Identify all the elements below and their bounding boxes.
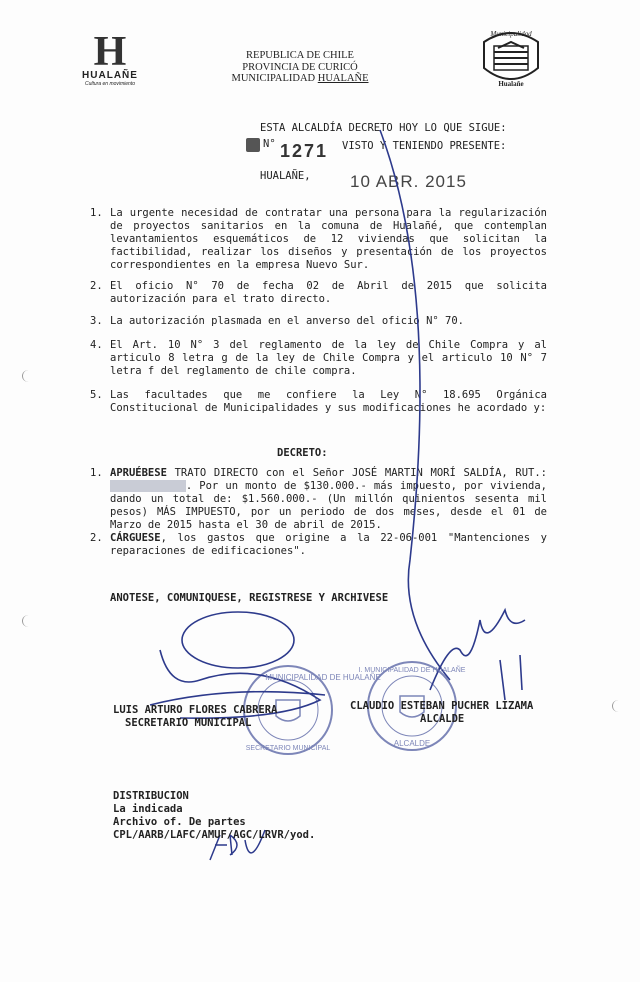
- decree-number: 1271: [280, 141, 329, 161]
- mayor-name: CLAUDIO ESTEBAN PUCHER LIZAMA: [350, 700, 534, 712]
- distribution-title: DISTRIBUCION: [113, 790, 189, 802]
- logo-name: HUALAÑE: [82, 70, 138, 81]
- logo-right-bottom: Hualañe: [498, 80, 524, 88]
- closing-line: ANOTESE, COMUNIQUESE, REGISTRESE Y ARCHIVESE: [110, 592, 389, 604]
- consideration-1: 1. La urgente necesidad de contratar una persona para la regularización de proyectos sanitarios en la comuna de Hualañé, que contemplan levantamientos esquemáticos de 12 viviendas que solicitan la factibilidad, realizar los diseños y presentación de los proyectos correspondientes en la empresa Nuevo Sur.: [90, 207, 547, 271]
- logo-right-top: Municipalidad: [490, 30, 532, 38]
- visto-line: VISTO Y TENIENDO PRESENTE:: [342, 140, 507, 152]
- decreto-item-1: 1. APRUÉBESE TRATO DIRECTO con el Señor JOSÉ MARTIN MORÍ SALDÍA, RUT.: . Por un monto de $130.000.- más impuesto, por vivienda, dando un total de: $1.560.000.- (Un millón quinientos sesenta mil pesos) MÁS IMPUESTO, por un periodo de dos meses, desde el 01 de Marzo de 2015 hasta el 30 de abril de 2015.: [90, 467, 547, 531]
- consideration-5: 5. Las facultades que me confiere la Ley N° 18.695 Orgánica Constitucional de Municipalidades y sus modificaciones he acordado y:: [90, 389, 547, 414]
- decreto-item-2: 2. CÁRGUESE, los gastos que origine a la 22-06-001 "Mantenciones y reparaciones de edificaciones".: [90, 532, 547, 557]
- header-line-republic: REPUBLICA DE CHILE: [246, 50, 354, 61]
- mayor-role: ALCALDE: [420, 713, 465, 725]
- consideration-3: 3. La autorización plasmada en el anverso del oficio N° 70.: [90, 315, 465, 327]
- date-stamp: 10 ABR. 2015: [350, 172, 467, 191]
- secretary-name: LUIS ARTURO FLORES CABRERA: [113, 704, 278, 716]
- signature-mayor: [380, 130, 525, 700]
- consideration-4: 4. El Art. 10 N° 3 del reglamento de la ley de Chile Compra y al articulo 8 letra g de la ley de Chile Compra y el articulo 10 N° 7 letra f del reglamento de chile compra.: [90, 339, 547, 377]
- distribution-line: Archivo of. De partes: [113, 816, 246, 828]
- distribution-block: [113, 790, 315, 842]
- preamble-line: ESTA ALCALDÍA DECRETO HOY LO QUE SIGUE:: [260, 122, 507, 134]
- distribution-line: CPL/AARB/LAFC/AMUF/AGC/LRVR/yod.: [113, 829, 316, 841]
- seal-secretary-bottom: SECRETARIO MUNICIPAL: [245, 745, 331, 752]
- decreto-heading: DECRETO:: [277, 447, 328, 459]
- seal-mayor-bottom: ALCALDE: [393, 739, 431, 748]
- seal-mayor-top: I. MUNICIPALIDAD DE HUALAÑE: [358, 667, 466, 674]
- header-line-municipality: MUNICIPALIDAD HUALAÑE: [231, 73, 369, 84]
- number-prefix: N°: [263, 138, 276, 150]
- seal-secretary-top: MUNICIPALIDAD DE HUALAÑE: [265, 673, 381, 682]
- signature-secretary: [150, 612, 325, 718]
- logo-tagline: Cultura en movimiento: [84, 81, 136, 87]
- consideration-2: 2. El oficio N° 70 de fecha 02 de Abril de 2015 que solicita autorización para el trato directo.: [90, 280, 547, 305]
- secretary-role: SECRETARIO MUNICIPAL: [125, 717, 252, 729]
- logo-mark: H: [93, 29, 127, 75]
- distribution-line: La indicada: [113, 803, 183, 815]
- place-label: HUALAÑE,: [260, 170, 311, 182]
- header-line-province: PROVINCIA DE CURICÓ: [242, 61, 358, 73]
